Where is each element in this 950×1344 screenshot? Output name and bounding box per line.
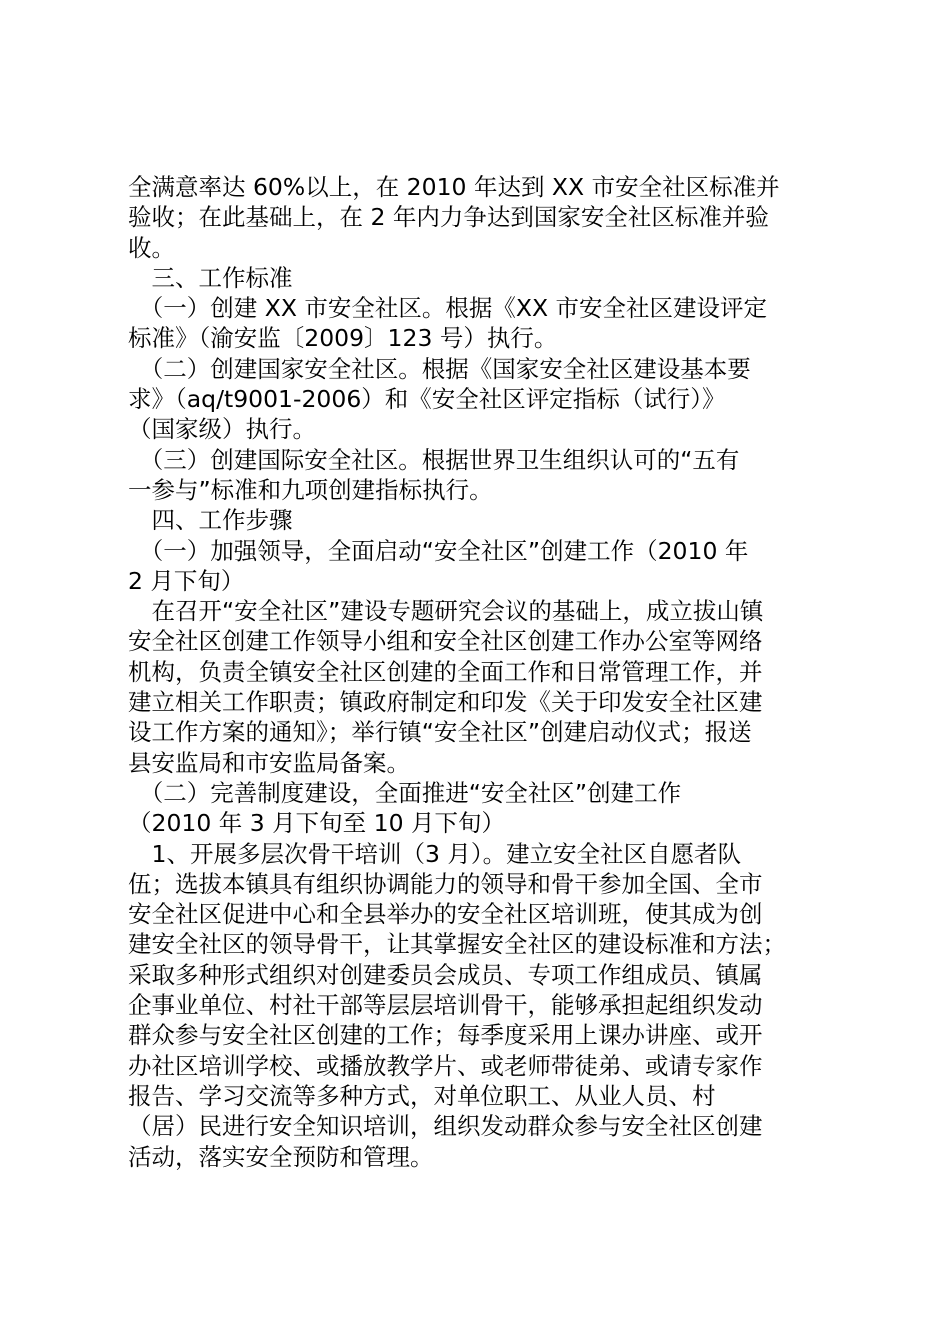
text-line: 在召开“安全社区”建设专题研究会议的基础上，成立拔山镇: [128, 597, 764, 626]
text-line: 县安监局和市安监局备案。: [128, 748, 410, 777]
text-line: 安全社区创建工作领导小组和安全社区创建工作办公室等网络: [128, 627, 763, 656]
text-line: 验收；在此基础上，在 2 年内力争达到国家安全社区标准并验: [128, 203, 769, 232]
section-heading: 四、工作步骤: [128, 506, 293, 535]
text-line: 求》（aq/t9001-2006）和《安全社区评定指标（试行）》: [128, 385, 726, 414]
text-line: 采取多种形式组织对创建委员会成员、专项工作组成员、镇属: [128, 960, 763, 989]
text-line: 安全社区促进中心和全县举办的安全社区培训班，使其成为创: [128, 900, 763, 929]
text-line: 报告、学习交流等多种方式，对单位职工、从业人员、村: [128, 1081, 716, 1110]
section-heading: 三、工作标准: [128, 263, 293, 292]
text-line: 1、开展多层次骨干培训（3 月）。建立安全社区自愿者队: [128, 839, 742, 868]
text-line: （一）加强领导，全面启动“安全社区”创建工作（2010 年: [128, 536, 749, 565]
text-line: （国家级）执行。: [128, 415, 316, 444]
text-line: 办社区培训学校、或播放教学片、或老师带徒弟、或请专家作: [128, 1051, 763, 1080]
text-line: （三）创建国际安全社区。根据世界卫生组织认可的“五有: [128, 445, 740, 474]
text-line: （2010 年 3 月下旬至 10 月下旬）: [128, 809, 506, 838]
text-line: 建安全社区的领导骨干，让其掌握安全社区的建设标准和方法；: [128, 930, 786, 959]
text-line: 机构，负责全镇安全社区创建的全面工作和日常管理工作，并: [128, 657, 763, 686]
text-line: 伍；选拔本镇具有组织协调能力的领导和骨干参加全国、全市: [128, 869, 763, 898]
text-line: （二）完善制度建设，全面推进“安全社区”创建工作: [128, 778, 682, 807]
text-line: 收。: [128, 233, 175, 262]
text-line: 企事业单位、村社干部等层层培训骨干，能够承担起组织发动: [128, 991, 763, 1020]
text-line: 标准》（渝安监〔2009〕123 号）执行。: [128, 324, 558, 353]
text-line: 群众参与安全社区创建的工作；每季度采用上课办讲座、或开: [128, 1021, 763, 1050]
text-line: 一参与”标准和九项创建指标执行。: [128, 475, 493, 504]
text-line: 全满意率达 60%以上，在 2010 年达到 XX 市安全社区标准并: [128, 173, 780, 201]
text-line: 2 月下旬）: [128, 566, 245, 595]
text-line: 活动，落实安全预防和管理。: [128, 1142, 434, 1171]
text-line: （二）创建国家安全社区。根据《国家安全社区建设基本要: [128, 354, 751, 383]
text-line: （居）民进行安全知识培训，组织发动群众参与安全社区创建: [128, 1112, 763, 1141]
text-line: 建立相关工作职责；镇政府制定和印发《关于印发安全社区建: [128, 688, 763, 717]
text-line: 设工作方案的通知》；举行镇“安全社区”创建启动仪式；报送: [128, 718, 752, 747]
body-text: [128, 172, 848, 1172]
text-line: （一）创建 XX 市安全社区。根据《XX 市安全社区建设评定: [128, 294, 768, 323]
